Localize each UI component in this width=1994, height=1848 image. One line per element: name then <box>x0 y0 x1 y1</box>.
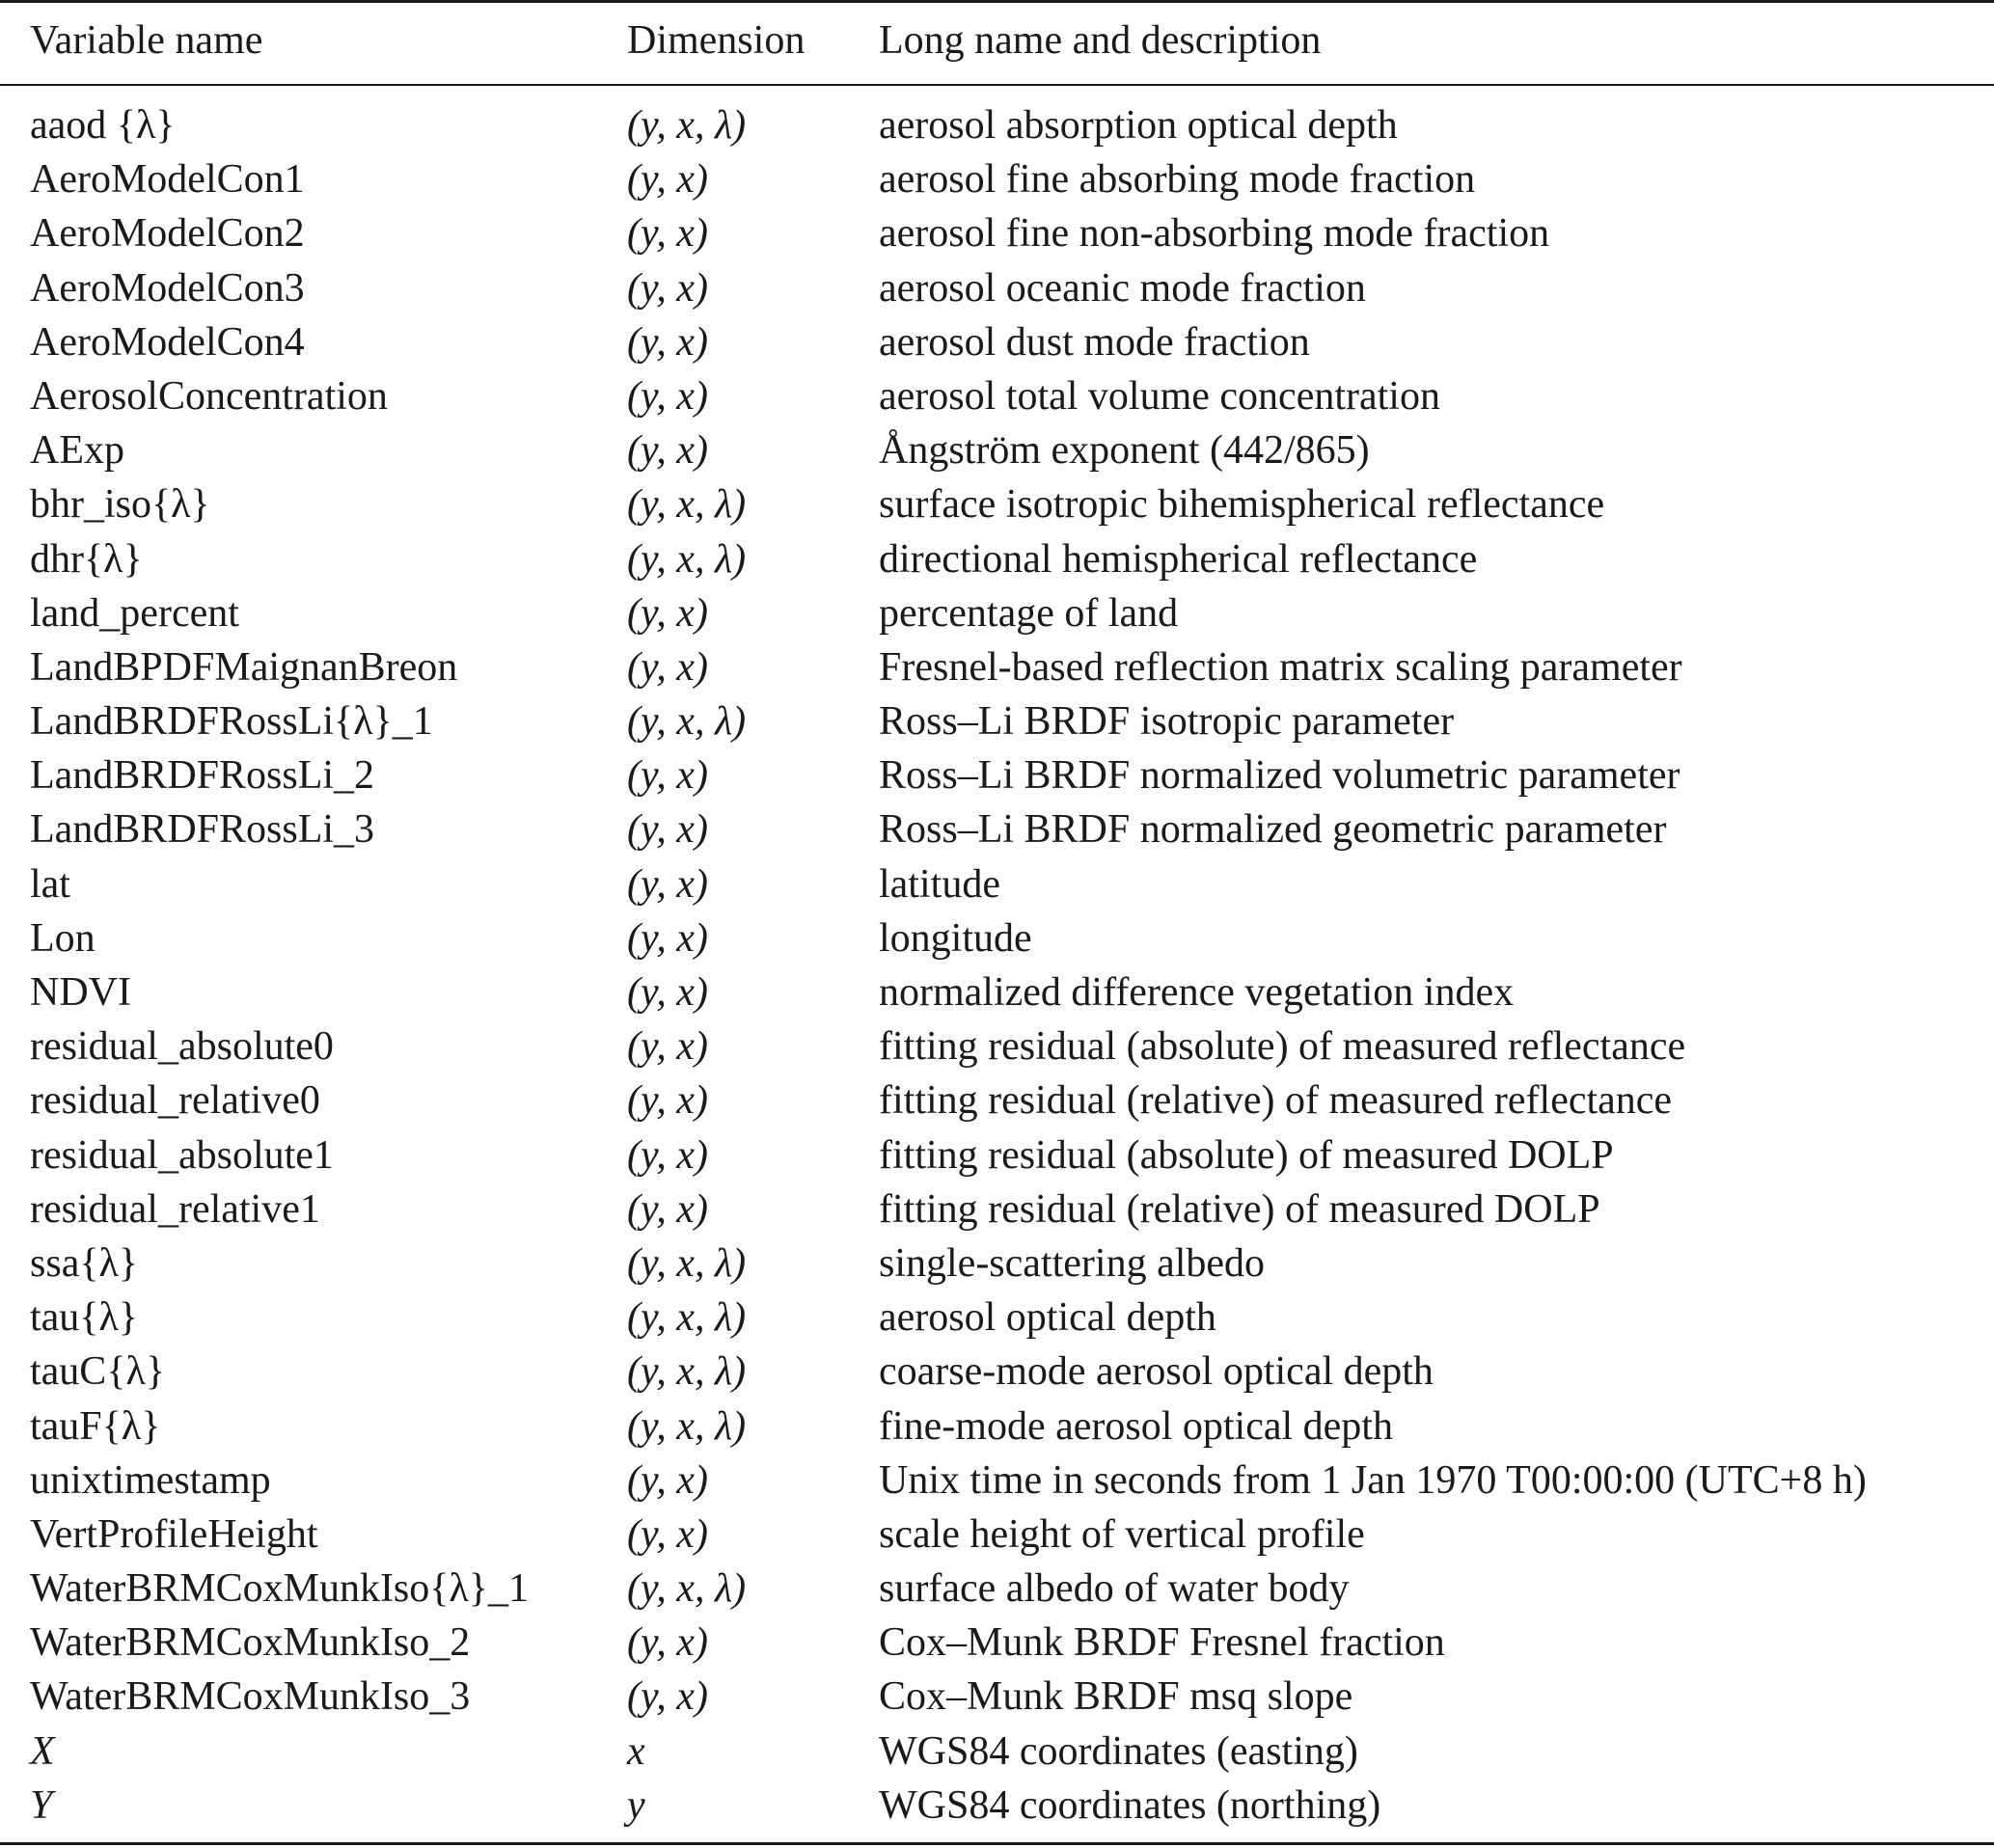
dimension-cell: x <box>627 1728 645 1774</box>
table-row <box>0 694 1994 748</box>
description-cell: aerosol absorption optical depth <box>879 103 1398 148</box>
table-row <box>0 1237 1994 1291</box>
description-cell: aerosol fine non-absorbing mode fraction <box>879 211 1550 257</box>
description-cell: Fresnel-based reflection matrix scaling parameter <box>879 644 1682 690</box>
variable-name-cell: AeroModelCon4 <box>30 319 305 365</box>
dimension-cell: (y, x) <box>627 753 708 799</box>
table-row <box>0 965 1994 1019</box>
dimension-cell: (y, x, λ) <box>627 482 747 528</box>
dimension-cell: (y, x, λ) <box>627 699 747 745</box>
description-cell: directional hemispherical reflectance <box>879 536 1478 582</box>
dimension-cell: (y, x, λ) <box>627 536 747 582</box>
dimension-cell: (y, x, λ) <box>627 1349 747 1395</box>
dimension-cell: (y, x) <box>627 1024 708 1070</box>
description-cell: Ångström exponent (442/865) <box>879 428 1370 474</box>
table-row <box>0 586 1994 640</box>
dimension-cell: (y, x) <box>627 373 708 419</box>
variable-name-cell: dhr{λ} <box>30 536 143 582</box>
table-row <box>0 369 1994 423</box>
variable-name-cell: AeroModelCon3 <box>30 265 305 311</box>
table-row <box>0 152 1994 206</box>
description-cell: aerosol oceanic mode fraction <box>879 265 1366 311</box>
variable-name-cell: tau{λ} <box>30 1295 138 1341</box>
description-cell: aerosol optical depth <box>879 1295 1216 1341</box>
description-cell: aerosol dust mode fraction <box>879 319 1310 365</box>
table-row <box>0 1345 1994 1399</box>
dimension-cell: (y, x, λ) <box>627 1403 747 1449</box>
table-row <box>0 423 1994 477</box>
description-cell: longitude <box>879 915 1032 961</box>
dimension-cell: (y, x) <box>627 1620 708 1666</box>
description-cell: percentage of land <box>879 590 1179 636</box>
variable-name-cell: unixtimestamp <box>30 1457 271 1503</box>
variable-name-cell: AerosolConcentration <box>30 373 388 419</box>
description-cell: WGS84 coordinates (easting) <box>879 1728 1358 1774</box>
variable-name-cell: aaod {λ} <box>30 103 176 148</box>
variable-name-cell: LandBRDFRossLi_3 <box>30 807 375 853</box>
dimension-cell: (y, x) <box>627 644 708 690</box>
dimension-cell: (y, x) <box>627 590 708 636</box>
variable-name-cell: residual_absolute0 <box>30 1024 334 1070</box>
header-dimension: Dimension <box>627 18 806 63</box>
variable-name-cell: tauC{λ} <box>30 1349 166 1395</box>
table-row <box>0 532 1994 586</box>
variable-name-cell: LandBRDFRossLi{λ}_1 <box>30 699 433 745</box>
description-cell: fitting residual (relative) of measured reflectance <box>879 1078 1673 1124</box>
variable-name-cell: AeroModelCon2 <box>30 211 305 257</box>
description-cell: fitting residual (absolute) of measured reflectance <box>879 1024 1686 1070</box>
description-cell: WGS84 coordinates (northing) <box>879 1782 1381 1828</box>
dimension-cell: (y, x) <box>627 1674 708 1720</box>
description-cell: Ross–Li BRDF normalized geometric parameter <box>879 807 1667 853</box>
table-row <box>0 640 1994 694</box>
table-row <box>0 98 1994 152</box>
dimension-cell: (y, x) <box>627 970 708 1015</box>
table-header-rule <box>0 84 1994 86</box>
table-row <box>0 1073 1994 1128</box>
description-cell: scale height of vertical profile <box>879 1511 1365 1557</box>
description-cell: Ross–Li BRDF normalized volumetric parameter <box>879 753 1680 799</box>
variable-name-cell: LandBRDFRossLi_2 <box>30 753 375 799</box>
table-row <box>0 1019 1994 1073</box>
description-cell: aerosol fine absorbing mode fraction <box>879 157 1476 203</box>
variable-name-cell: bhr_iso{λ} <box>30 482 210 528</box>
description-cell: aerosol total volume concentration <box>879 373 1440 419</box>
table-row <box>0 206 1994 260</box>
table-row <box>0 857 1994 911</box>
description-cell: coarse-mode aerosol optical depth <box>879 1349 1434 1395</box>
dimension-cell: (y, x) <box>627 807 708 853</box>
description-cell: Cox–Munk BRDF Fresnel fraction <box>879 1620 1445 1666</box>
dimension-cell: (y, x) <box>627 1511 708 1557</box>
table-row <box>0 315 1994 369</box>
dimension-cell: y <box>627 1782 645 1828</box>
description-cell: fitting residual (relative) of measured DOLP <box>879 1186 1600 1232</box>
dimension-cell: (y, x, λ) <box>627 103 747 148</box>
table-row <box>0 1508 1994 1562</box>
description-cell: fitting residual (absolute) of measured DOLP <box>879 1132 1614 1178</box>
table-row <box>0 1454 1994 1508</box>
dimension-cell: (y, x) <box>627 319 708 365</box>
variable-name-cell: Lon <box>30 915 96 961</box>
table-row <box>0 1182 1994 1237</box>
variable-name-cell: ssa{λ} <box>30 1240 139 1286</box>
table-row <box>0 477 1994 531</box>
description-cell: fine-mode aerosol optical depth <box>879 1403 1393 1449</box>
dimension-cell: (y, x) <box>627 428 708 474</box>
description-cell: Cox–Munk BRDF msq slope <box>879 1674 1353 1720</box>
variable-name-cell: land_percent <box>30 590 239 636</box>
variable-name-cell: Y <box>30 1782 53 1828</box>
dimension-cell: (y, x) <box>627 265 708 311</box>
variable-name-cell: tauF{λ} <box>30 1403 161 1449</box>
variable-name-cell: X <box>30 1728 55 1774</box>
description-cell: Ross–Li BRDF isotropic parameter <box>879 699 1455 745</box>
table-row <box>0 1616 1994 1670</box>
variable-name-cell: residual_relative1 <box>30 1186 320 1232</box>
table-body <box>0 98 1994 1833</box>
variable-name-cell: WaterBRMCoxMunkIso{λ}_1 <box>30 1566 529 1612</box>
variable-name-cell: residual_absolute1 <box>30 1132 334 1178</box>
header-variable-name: Variable name <box>30 18 263 63</box>
dimension-cell: (y, x) <box>627 861 708 907</box>
description-cell: latitude <box>879 861 1000 907</box>
description-cell: Unix time in seconds from 1 Jan 1970 T00:00:00 (UTC+8 h) <box>879 1457 1867 1503</box>
dimension-cell: (y, x) <box>627 157 708 203</box>
dimension-cell: (y, x) <box>627 1186 708 1232</box>
table-row <box>0 748 1994 802</box>
table-row <box>0 1291 1994 1345</box>
table-row <box>0 1128 1994 1182</box>
table-row <box>0 1400 1994 1454</box>
table-row <box>0 1562 1994 1616</box>
description-cell: single-scattering albedo <box>879 1240 1266 1286</box>
description-cell: surface albedo of water body <box>879 1566 1350 1612</box>
table-row <box>0 802 1994 856</box>
dimension-cell: (y, x) <box>627 1457 708 1503</box>
header-description: Long name and description <box>879 18 1322 63</box>
table-row <box>0 1670 1994 1724</box>
dimension-cell: (y, x) <box>627 211 708 257</box>
variable-name-cell: lat <box>30 861 70 907</box>
variable-name-cell: WaterBRMCoxMunkIso_3 <box>30 1674 471 1720</box>
dimension-cell: (y, x) <box>627 915 708 961</box>
variable-name-cell: NDVI <box>30 970 131 1015</box>
table-row <box>0 1725 1994 1779</box>
dimension-cell: (y, x, λ) <box>627 1566 747 1612</box>
dimension-cell: (y, x) <box>627 1132 708 1178</box>
description-cell: surface isotropic bihemispherical reflectance <box>879 482 1605 528</box>
variable-name-cell: LandBPDFMaignanBreon <box>30 644 458 690</box>
variable-name-cell: AExp <box>30 428 124 474</box>
dimension-cell: (y, x) <box>627 1078 708 1124</box>
table-row <box>0 261 1994 315</box>
variable-name-cell: VertProfileHeight <box>30 1511 318 1557</box>
dimension-cell: (y, x, λ) <box>627 1240 747 1286</box>
variable-name-cell: AeroModelCon1 <box>30 157 305 203</box>
variable-name-cell: WaterBRMCoxMunkIso_2 <box>30 1620 471 1666</box>
table-header <box>0 0 1994 84</box>
variable-name-cell: residual_relative0 <box>30 1078 320 1124</box>
table-row <box>0 1779 1994 1833</box>
description-cell: normalized difference vegetation index <box>879 970 1515 1015</box>
table-bottom-rule <box>0 1842 1994 1845</box>
table-row <box>0 911 1994 965</box>
dimension-cell: (y, x, λ) <box>627 1295 747 1341</box>
